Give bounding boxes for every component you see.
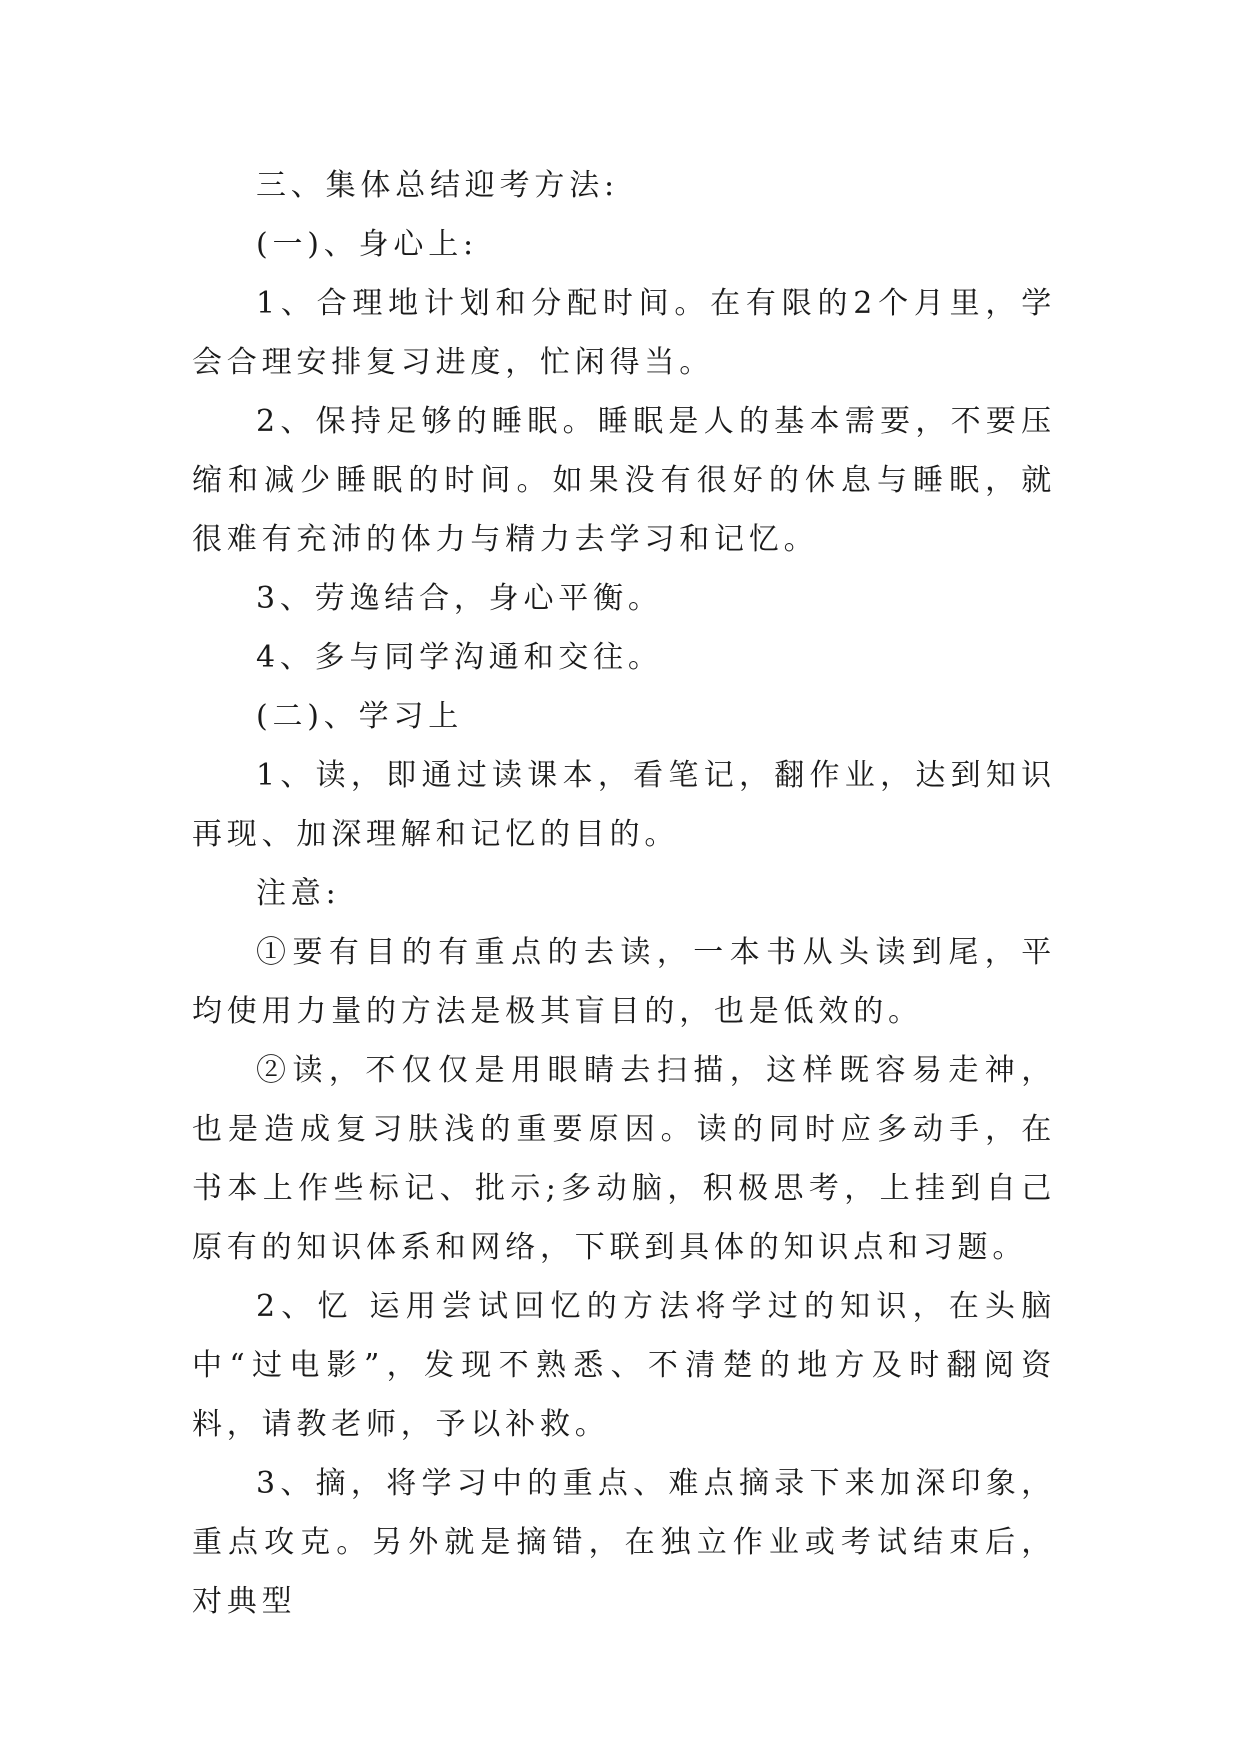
paragraph-note-1: ①要有目的有重点的去读，一本书从头读到尾，平均使用力量的方法是极其盲目的，也是低效的。 <box>192 935 1056 1029</box>
subsection-heading-body-mind: (一)、身心上: <box>256 227 478 262</box>
paragraph-recall: 2、忆 运用尝试回忆的方法将学过的知识，在头脑中“过电影”，发现不熟悉、不清楚的地方及时翻阅资料，请教老师，予以补救。 <box>192 1289 1056 1442</box>
paragraph-work-rest-balance: 3、劳逸结合，身心平衡。 <box>256 581 663 616</box>
document-body <box>192 156 1056 1631</box>
paragraph-sleep: 2、保持足够的睡眠。睡眠是人的基本需要，不要压缩和减少睡眠的时间。如果没有很好的休息与睡眠，就很难有充沛的体力与精力去学习和记忆。 <box>192 404 1056 557</box>
paragraph-excerpt: 3、摘，将学习中的重点、难点摘录下来加深印象，重点攻克。另外就是摘错，在独立作业或考试结束后，对典型 <box>192 1466 1056 1619</box>
paragraph-communication: 4、多与同学沟通和交往。 <box>256 640 663 675</box>
paragraph-note-2: ②读，不仅仅是用眼睛去扫描，这样既容易走神，也是造成复习肤浅的重要原因。读的同时应多动手，在书本上作些标记、批示;多动脑，积极思考，上挂到自己原有的知识体系和网络，下联到具体的知识点和习题。 <box>192 1053 1056 1265</box>
paragraph-time-planning: 1、合理地计划和分配时间。在有限的2个月里，学会合理安排复习进度，忙闲得当。 <box>192 286 1056 380</box>
section-heading-exam-methods: 三、集体总结迎考方法: <box>256 168 619 203</box>
paragraph-read: 1、读，即通过读课本，看笔记，翻作业，达到知识再现、加深理解和记忆的目的。 <box>192 758 1056 852</box>
paragraph-note-label: 注意: <box>256 876 341 911</box>
subsection-heading-study: (二)、学习上 <box>256 699 464 734</box>
